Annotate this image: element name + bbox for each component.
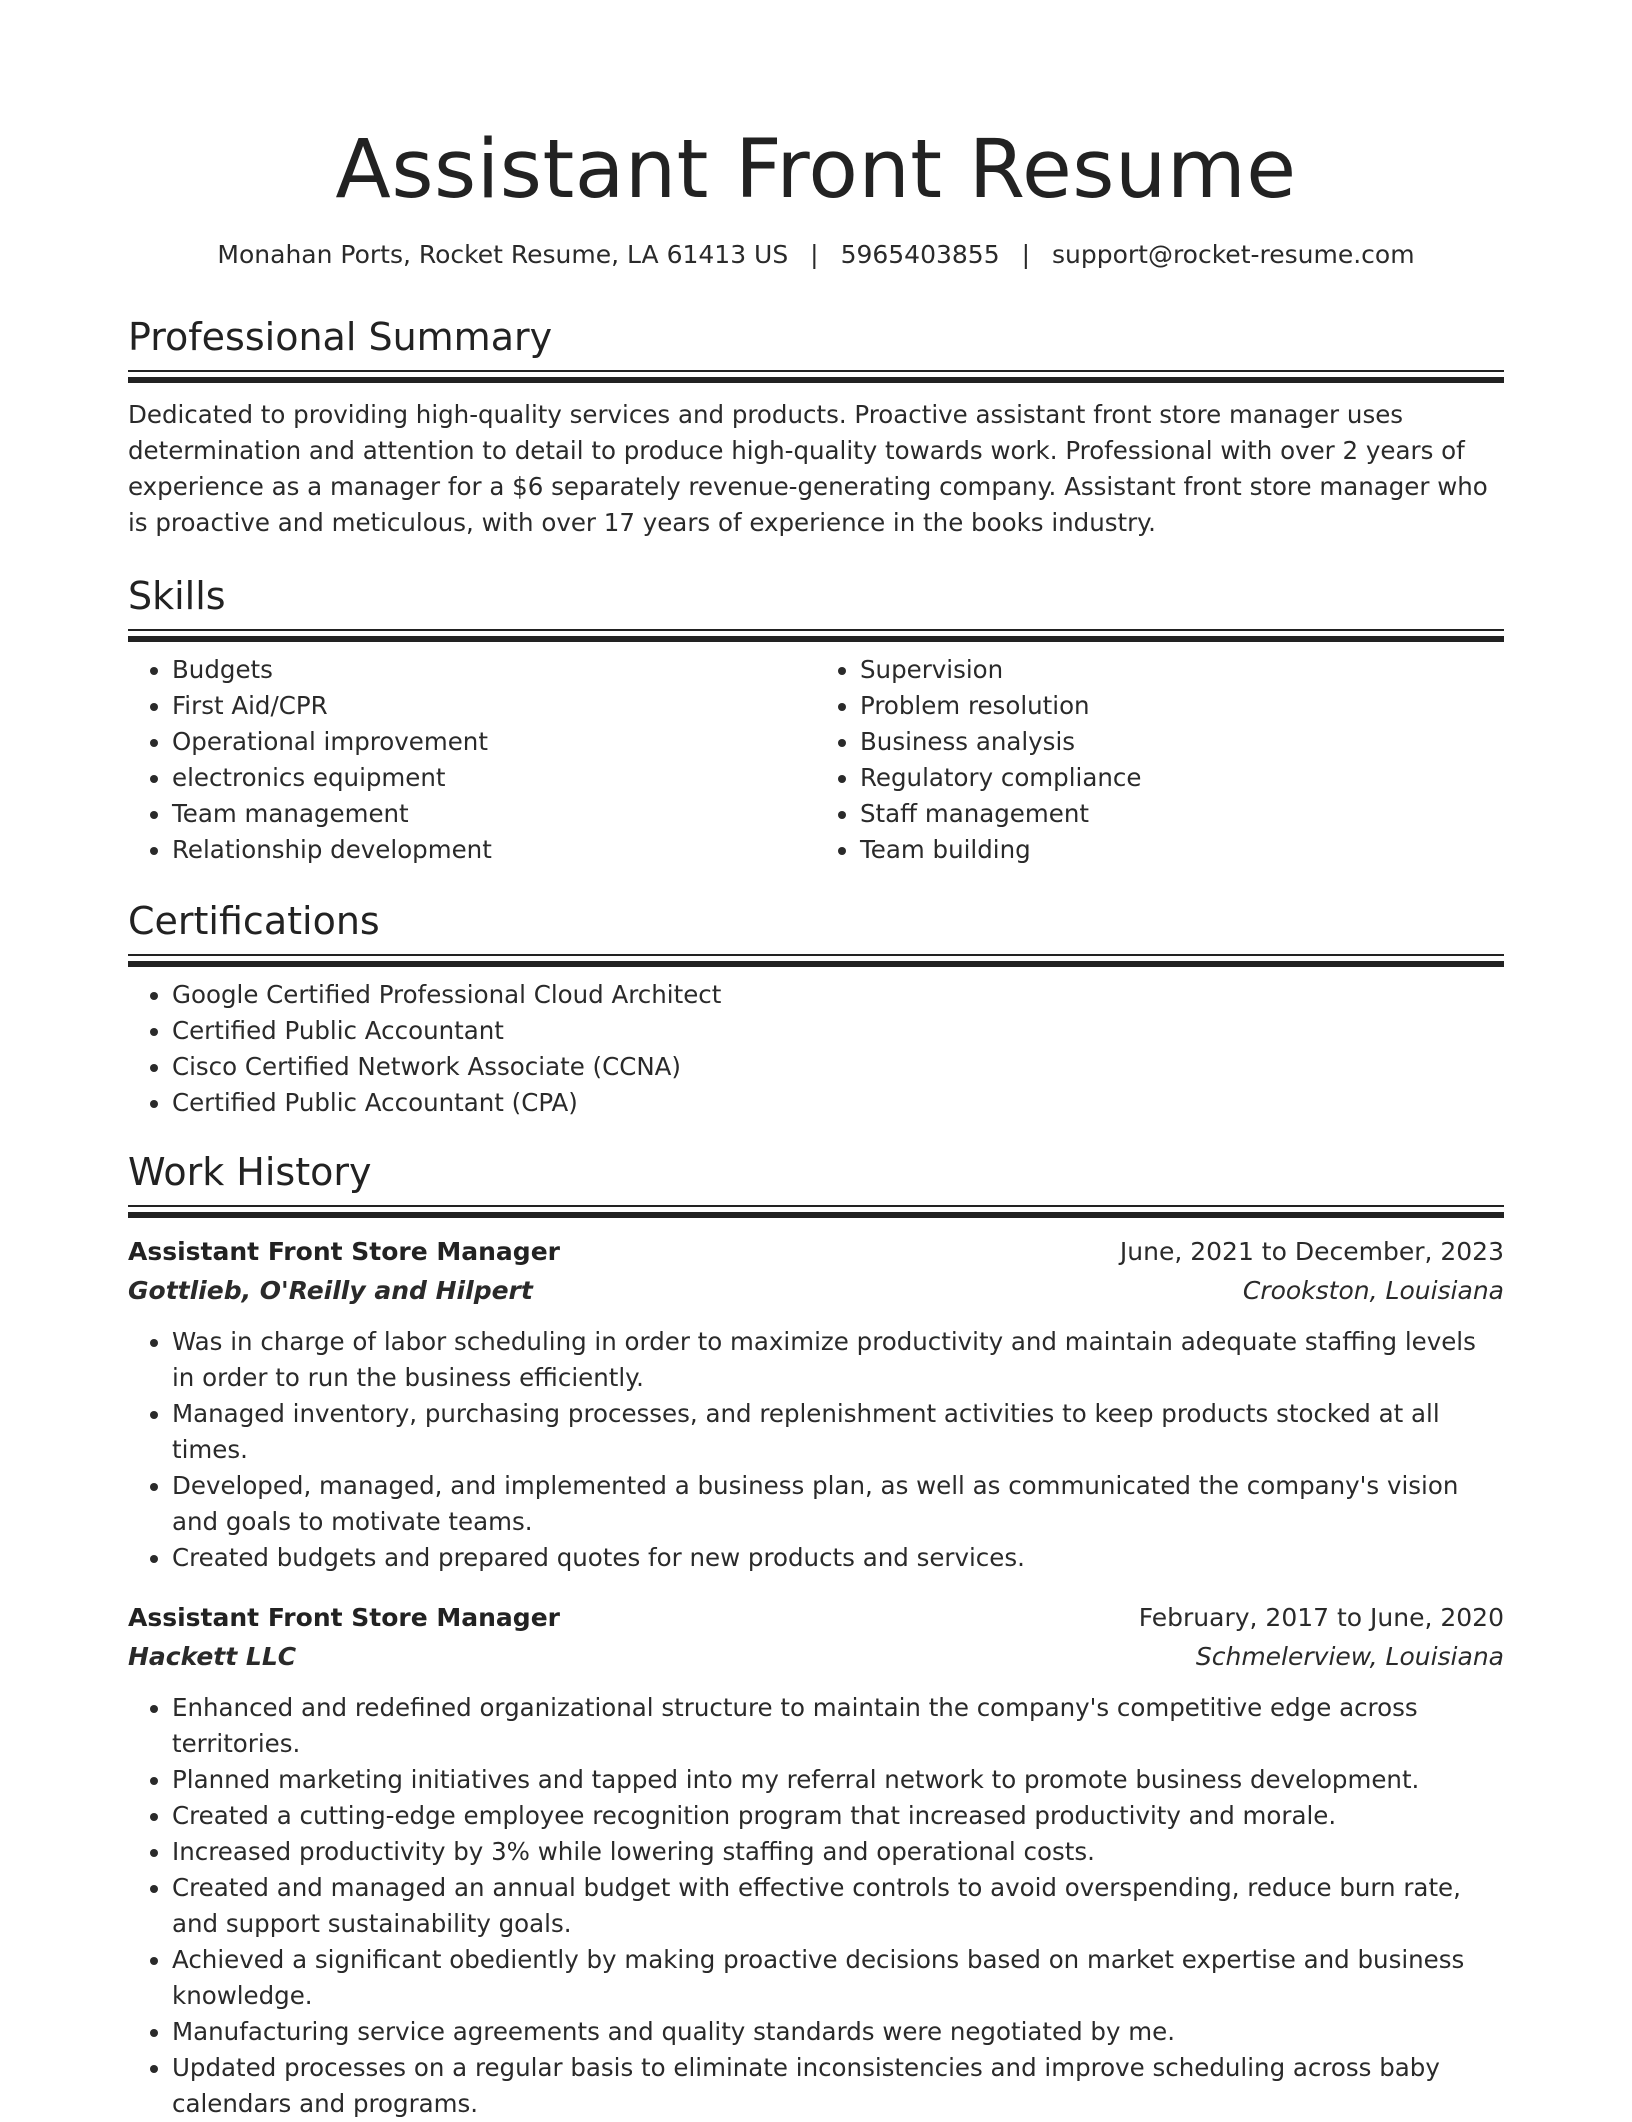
job-bullet: • Updated processes on a regular basis to eliminate inconsistencies and improve scheduling across baby calendars and programs. xyxy=(172,2050,1504,2122)
job-bullets xyxy=(128,1690,1504,2122)
job-entry xyxy=(128,1232,1504,1576)
job-bullet: • Created budgets and prepared quotes for new products and services. xyxy=(172,1540,1504,1576)
job-header xyxy=(128,1598,1504,1638)
job-title: Assistant Front Store Manager xyxy=(128,1237,560,1266)
job-bullet: • Enhanced and redefined organizational structure to maintain the company's competitive edge across territories. xyxy=(172,1690,1504,1762)
job-company: Hackett LLC xyxy=(128,1642,297,1671)
job-bullet: • Was in charge of labor scheduling in order to maximize productivity and maintain adequate staffing levels in order to run the business efficiently. xyxy=(172,1324,1504,1396)
contact-separator: | xyxy=(810,240,819,269)
job-subheader xyxy=(128,1638,1504,1676)
contact-phone: 5965403855 xyxy=(840,240,1000,269)
certifications-list xyxy=(128,977,1504,1121)
job-bullet: • Developed, managed, and implemented a business plan, as well as communicated the company's vision and goals to motivate teams. xyxy=(172,1468,1504,1540)
job-location: Crookston, Louisiana xyxy=(1242,1276,1504,1305)
contact-email: support@rocket-resume.com xyxy=(1051,240,1415,269)
skill-item: • Supervision xyxy=(860,652,1504,688)
job-bullet: • Planned marketing initiatives and tapped into my referral network to promote business development. xyxy=(172,1762,1504,1798)
work-history-heading: Work History xyxy=(128,1150,372,1194)
summary-heading: Professional Summary xyxy=(128,315,553,359)
job-company: Gottlieb, O'Reilly and Hilpert xyxy=(128,1276,533,1305)
skill-item: • Business analysis xyxy=(860,724,1504,760)
skills-left-list xyxy=(128,652,816,868)
job-entry xyxy=(128,1598,1504,2122)
skill-item: • Team management xyxy=(172,796,816,832)
certifications-section xyxy=(128,896,1504,1121)
skill-item: • electronics equipment xyxy=(172,760,816,796)
summary-section xyxy=(128,312,1504,541)
job-location: Schmelerview, Louisiana xyxy=(1195,1642,1504,1671)
certification-item: • Certified Public Accountant (CPA) xyxy=(172,1085,1504,1121)
skill-item: • Budgets xyxy=(172,652,816,688)
skill-item: • Regulatory compliance xyxy=(860,760,1504,796)
contact-separator: | xyxy=(1021,240,1031,269)
skill-item: • Team building xyxy=(860,832,1504,868)
skill-item: • Staff management xyxy=(860,796,1504,832)
job-bullet: • Created a cutting-edge employee recognition program that increased productivity and morale. xyxy=(172,1798,1504,1834)
work-history-section xyxy=(128,1147,1504,2122)
job-bullet: • Manufacturing service agreements and quality standards were negotiated by me. xyxy=(172,2014,1504,2050)
section-divider-thick xyxy=(128,1212,1504,1218)
section-divider xyxy=(128,954,1504,956)
skills-section xyxy=(128,571,1504,868)
job-header xyxy=(128,1232,1504,1272)
job-bullet: • Achieved a significant obediently by making proactive decisions based on market expertise and business knowledge. xyxy=(172,1942,1504,2014)
section-divider-thick xyxy=(128,636,1504,642)
certification-item: • Google Certified Professional Cloud Architect xyxy=(172,977,1504,1013)
skill-item: • Problem resolution xyxy=(860,688,1504,724)
section-divider-thick xyxy=(128,377,1504,383)
contact-address: Monahan Ports, Rocket Resume, LA 61413 US xyxy=(217,240,789,269)
section-divider xyxy=(128,370,1504,372)
job-bullet: • Created and managed an annual budget with effective controls to avoid overspending, reduce burn rate, and support sustainability goals. xyxy=(172,1870,1504,1942)
skills-grid xyxy=(128,652,1504,868)
certifications-heading: Certifications xyxy=(128,899,380,943)
section-divider xyxy=(128,1205,1504,1207)
skills-right-list xyxy=(816,652,1504,868)
skill-item: • First Aid/CPR xyxy=(172,688,816,724)
section-divider-thick xyxy=(128,961,1504,967)
job-bullet: • Managed inventory, purchasing processes, and replenishment activities to keep products stocked at all times. xyxy=(172,1396,1504,1468)
skill-item: • Operational improvement xyxy=(172,724,816,760)
skill-item: • Relationship development xyxy=(172,832,816,868)
certification-item: • Cisco Certified Network Associate (CCNA) xyxy=(172,1049,1504,1085)
certification-item: • Certified Public Accountant xyxy=(172,1013,1504,1049)
job-bullets xyxy=(128,1324,1504,1576)
resume-title: Assistant Front Resume xyxy=(335,123,1297,217)
section-divider xyxy=(128,629,1504,631)
skills-heading: Skills xyxy=(128,574,226,618)
contact-line xyxy=(128,238,1504,272)
job-dates: February, 2017 to June, 2020 xyxy=(1138,1603,1504,1632)
job-subheader xyxy=(128,1272,1504,1310)
job-dates: June, 2021 to December, 2023 xyxy=(1119,1237,1504,1266)
summary-text: Dedicated to providing high-quality services and products. Proactive assistant front store manager uses determination and attention to detail to produce high-quality towards work. Professional with over 2 years of experience as a manager for a $6 separately revenue-generating company. Assistant front store manager who is proactive and meticulous, with over 17 years of experience in the books industry. xyxy=(128,400,1488,537)
job-bullet: • Increased productivity by 3% while lowering staffing and operational costs. xyxy=(172,1834,1504,1870)
job-title: Assistant Front Store Manager xyxy=(128,1603,560,1632)
